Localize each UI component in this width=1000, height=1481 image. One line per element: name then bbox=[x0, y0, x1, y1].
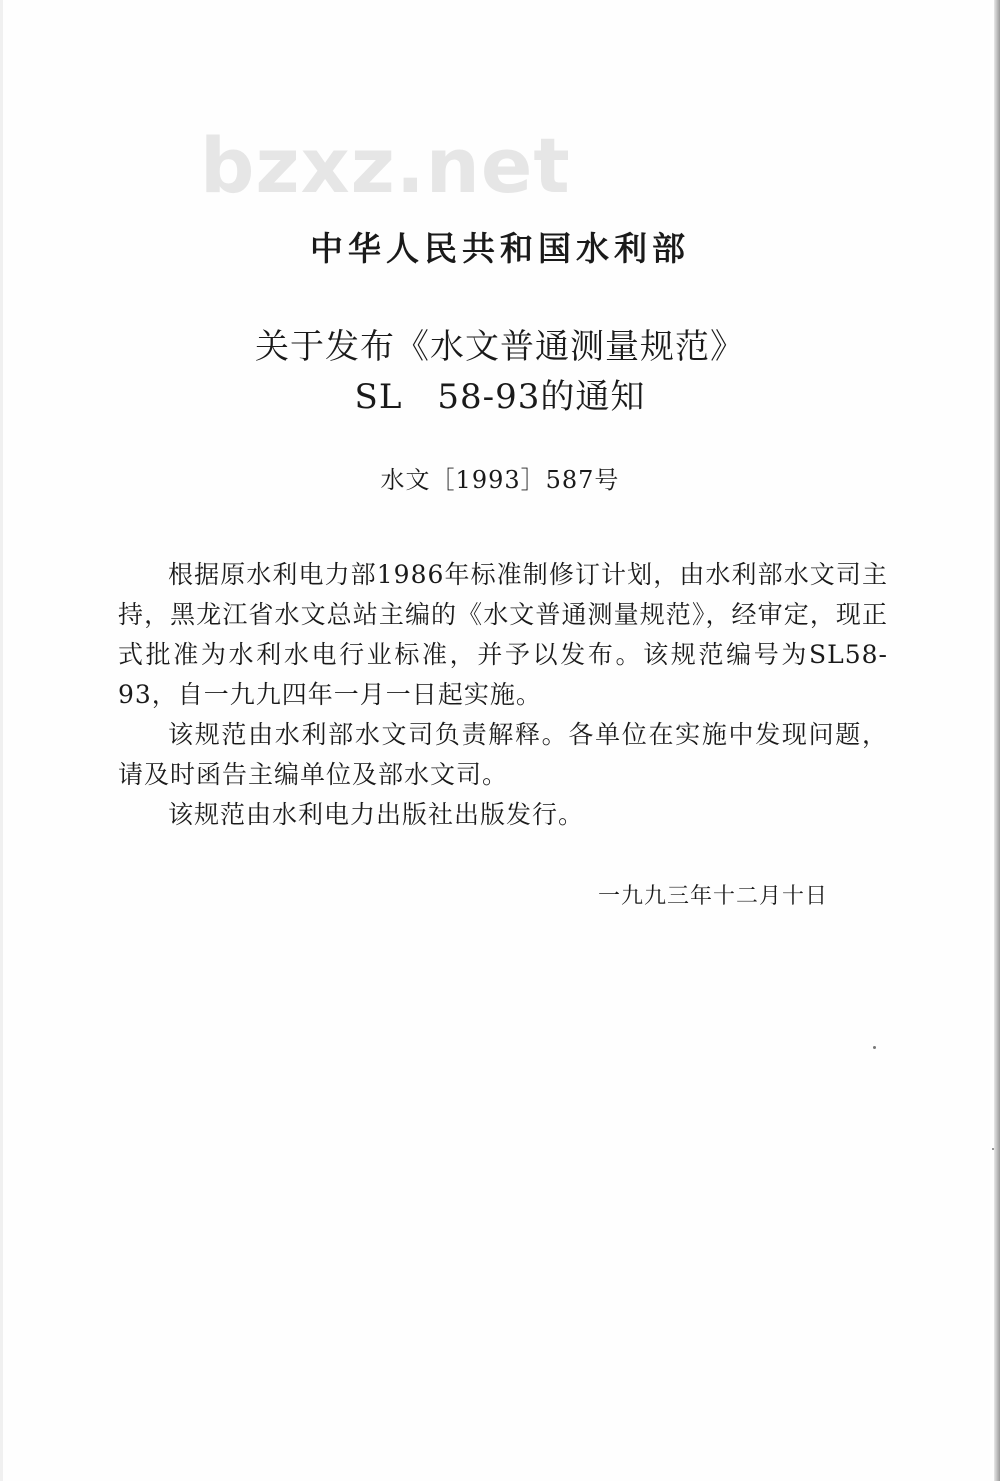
scan-speck bbox=[992, 1148, 994, 1150]
body-paragraph: 该规范由水利电力出版社出版发行。 bbox=[168, 800, 585, 829]
body-paragraph: 根据原水利电力部1986年标准制修订计划，由水利部水文司主持，黑龙江省水文总站主编的《水文普通测量规范》，经审定，现正式批准为水利水电行业标准，并予以发布。该规范编号为SL58-93，自一九九四年一月一日起实施。 bbox=[118, 560, 888, 709]
page-right-edge bbox=[994, 0, 1000, 1481]
document-number: 水文［1993］587号 bbox=[380, 466, 620, 494]
watermark: bzxz.net bbox=[200, 121, 571, 210]
page-left-edge bbox=[0, 0, 3, 1481]
body-paragraph: 该规范由水利部水文司负责解释。各单位在实施中发现问题，请及时函告主编单位及部水文司。 bbox=[118, 720, 888, 789]
issuing-authority: 中华人民共和国水利部 bbox=[310, 229, 690, 268]
issue-date: 一九九三年十二月十日 bbox=[597, 884, 828, 909]
scan-speck bbox=[873, 1046, 876, 1049]
notice-title-line-2: SL 58-93的通知 bbox=[354, 377, 646, 417]
notice-body bbox=[118, 555, 888, 835]
notice-title-line-1: 关于发布《水文普通测量规范》 bbox=[255, 327, 745, 367]
